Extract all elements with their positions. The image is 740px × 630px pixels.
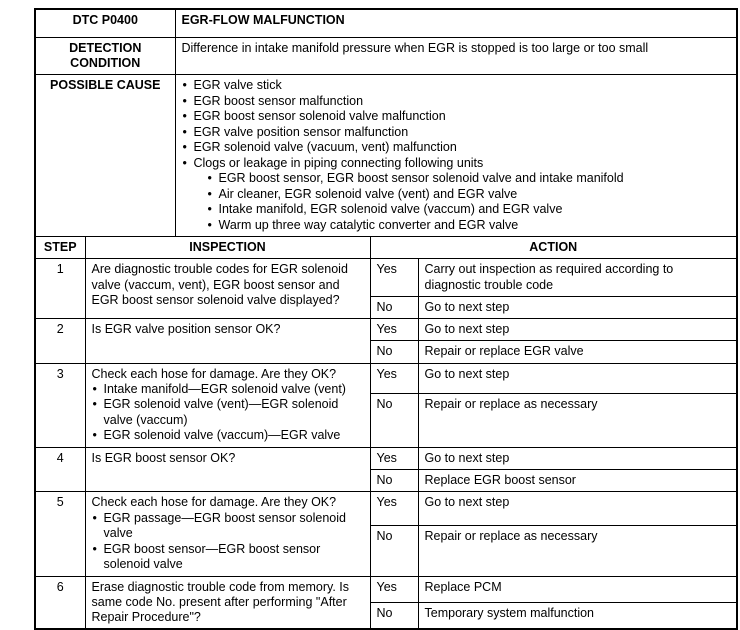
cause-sub-item: • Warm up three way catalytic converter and EGR valve <box>207 218 731 234</box>
step-row <box>35 319 737 341</box>
detection-condition-label: DETECTION CONDITION <box>35 37 175 75</box>
inspection-bullet: • EGR solenoid valve (vaccum)—EGR valve <box>92 428 364 444</box>
cause-item: • EGR boost sensor malfunction <box>182 94 731 110</box>
header-step: STEP <box>35 237 85 259</box>
dtc-title: EGR-FLOW MALFUNCTION <box>175 9 737 37</box>
step-number: 1 <box>35 259 85 319</box>
no-action: Repair or replace as necessary <box>418 393 737 447</box>
no-label: No <box>370 470 418 492</box>
no-label: No <box>370 602 418 629</box>
no-action: Replace EGR boost sensor <box>418 470 737 492</box>
possible-cause-content <box>175 75 737 237</box>
inspection-cell: Check each hose for damage. Are they OK? • Intake manifold—EGR solenoid valve (vent) • EGR solenoid valve (vent)—EGR solenoid valve (vaccum) • EGR solenoid valve (vaccum)—EGR valve <box>85 363 370 447</box>
yes-action: Carry out inspection as required according to diagnostic trouble code <box>418 259 737 297</box>
inspection-bullet: • EGR boost sensor—EGR boost sensor solenoid valve <box>92 542 364 573</box>
cause-sub-item: • EGR boost sensor, EGR boost sensor solenoid valve and intake manifold <box>207 171 731 187</box>
step-row <box>35 492 737 526</box>
step-row <box>35 259 737 297</box>
dtc-diagnostic-table <box>34 8 738 630</box>
cause-sub-item: • Intake manifold, EGR solenoid valve (vaccum) and EGR valve <box>207 202 731 218</box>
no-label: No <box>370 525 418 576</box>
possible-cause-list <box>182 78 731 233</box>
step-number: 4 <box>35 447 85 492</box>
step-row <box>35 576 737 602</box>
yes-action: Replace PCM <box>418 576 737 602</box>
yes-label: Yes <box>370 363 418 393</box>
inspection-bullet: • EGR passage—EGR boost sensor solenoid valve <box>92 511 364 542</box>
yes-label: Yes <box>370 259 418 297</box>
yes-action: Go to next step <box>418 492 737 526</box>
no-action: Repair or replace as necessary <box>418 525 737 576</box>
cause-sub-item: • Air cleaner, EGR solenoid valve (vent) and EGR valve <box>207 187 731 203</box>
cause-item: • EGR solenoid valve (vacuum, vent) malfunction <box>182 140 731 156</box>
dtc-code: DTC P0400 <box>35 9 175 37</box>
inspection-cell: Check each hose for damage. Are they OK? • EGR passage—EGR boost sensor solenoid valve • EGR boost sensor—EGR boost sensor solenoid valve <box>85 492 370 576</box>
no-label: No <box>370 296 418 318</box>
step-row <box>35 363 737 393</box>
step-number: 3 <box>35 363 85 447</box>
yes-action: Go to next step <box>418 319 737 341</box>
column-header-row <box>35 237 737 259</box>
yes-action: Go to next step <box>418 447 737 469</box>
yes-label: Yes <box>370 447 418 469</box>
no-label: No <box>370 341 418 363</box>
inspection-cell: Is EGR valve position sensor OK? <box>85 319 370 364</box>
yes-label: Yes <box>370 319 418 341</box>
possible-cause-row <box>35 75 737 237</box>
possible-cause-label: POSSIBLE CAUSE <box>35 75 175 237</box>
step-number: 2 <box>35 319 85 364</box>
detection-condition-row <box>35 37 737 75</box>
no-action: Go to next step <box>418 296 737 318</box>
no-label: No <box>370 393 418 447</box>
inspection-cell: Is EGR boost sensor OK? <box>85 447 370 492</box>
cause-item: • Clogs or leakage in piping connecting following units • EGR boost sensor, EGR boost sensor solenoid valve and intake manifold • Air cleaner, EGR solenoid valve (vent) and EGR valve • Intake manifold, EGR solenoid valve (vaccum) and EGR valve • Warm up three way catalytic converter and EGR valve <box>182 156 731 234</box>
inspection-bullet: • EGR solenoid valve (vent)—EGR solenoid valve (vaccum) <box>92 397 364 428</box>
step-row <box>35 447 737 469</box>
inspection-cell: Are diagnostic trouble codes for EGR solenoid valve (vaccum, vent), EGR boost sensor and EGR boost sensor solenoid valve displayed? <box>85 259 370 319</box>
yes-label: Yes <box>370 492 418 526</box>
cause-item: • EGR valve position sensor malfunction <box>182 125 731 141</box>
step-number: 5 <box>35 492 85 576</box>
header-action: ACTION <box>370 237 737 259</box>
inspection-bullet-list <box>92 511 364 573</box>
inspection-bullet-list <box>92 382 364 444</box>
no-action: Temporary system malfunction <box>418 602 737 629</box>
yes-action: Go to next step <box>418 363 737 393</box>
inspection-bullet: • Intake manifold—EGR solenoid valve (vent) <box>92 382 364 398</box>
step-number: 6 <box>35 576 85 629</box>
detection-condition-text: Difference in intake manifold pressure when EGR is stopped is too large or too small <box>175 37 737 75</box>
no-action: Repair or replace EGR valve <box>418 341 737 363</box>
yes-label: Yes <box>370 576 418 602</box>
possible-cause-sublist <box>207 171 731 233</box>
cause-item: • EGR valve stick <box>182 78 731 94</box>
inspection-cell: Erase diagnostic trouble code from memory. Is same code No. present after performing "After Repair Procedure"? <box>85 576 370 629</box>
dtc-code-row <box>35 9 737 37</box>
header-inspection: INSPECTION <box>85 237 370 259</box>
cause-item: • EGR boost sensor solenoid valve malfunction <box>182 109 731 125</box>
